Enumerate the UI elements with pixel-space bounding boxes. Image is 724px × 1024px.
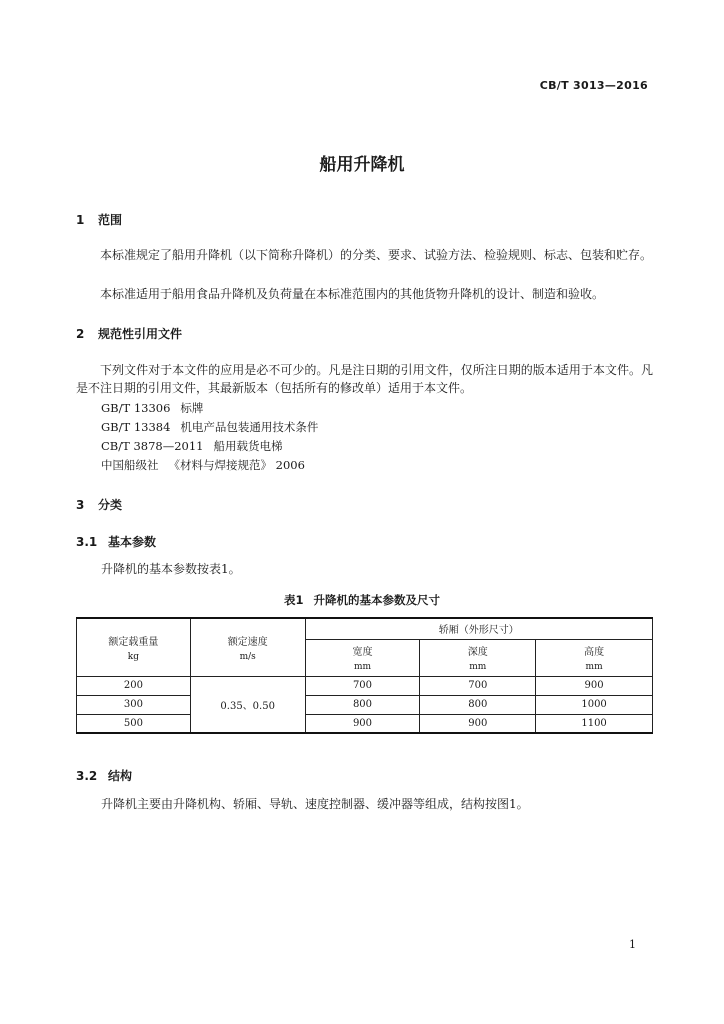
section-number: 3.2 xyxy=(76,769,98,783)
table-title: 升降机的基本参数及尺寸 xyxy=(313,593,440,607)
unit-label: mm xyxy=(353,662,372,672)
cell-height: 900 xyxy=(536,676,653,695)
section-number: 1 xyxy=(76,213,85,227)
section-1-heading xyxy=(76,211,122,228)
reference-name: 机电产品包装通用技术条件 xyxy=(180,420,319,434)
reference-name: 船用载货电梯 xyxy=(213,439,283,453)
cell-height: 1100 xyxy=(536,714,653,733)
section-title: 基本参数 xyxy=(108,535,157,549)
cell-depth: 900 xyxy=(420,714,536,733)
reference-code: CB/T 3878—2011 xyxy=(101,439,204,453)
unit-label: kg xyxy=(127,651,139,662)
header-rated-speed: 额定速度 m/s xyxy=(190,618,305,676)
scope-paragraph-2: 本标准适用于船用食品升降机及负荷量在本标准范围内的其他货物升降机的设计、制造和验收。 xyxy=(100,287,605,301)
cell-width: 800 xyxy=(305,695,420,714)
reference-code: GB/T 13306 xyxy=(101,401,171,415)
table-caption xyxy=(0,592,724,608)
cell-depth: 800 xyxy=(420,695,536,714)
normative-references-paragraph: 下列文件对于本文件的应用是必不可少的。凡是注日期的引用文件，仅所注日期的版本适用于本文件。凡是不注日期的引用文件，其最新版本（包括所有的修改单）适用于本文件。 xyxy=(76,363,653,395)
table-row xyxy=(77,695,653,714)
header-depth: 深度 mm xyxy=(420,639,536,676)
reference-item xyxy=(101,418,318,436)
section-2-heading xyxy=(76,325,182,342)
cell-load: 200 xyxy=(77,676,191,695)
reference-name: 《材料与焊接规范》 2006 xyxy=(168,458,305,472)
parameter-table xyxy=(76,617,653,734)
structure-paragraph: 升降机主要由升降机构、轿厢、导轨、速度控制器、缓冲器等组成，结构按图1。 xyxy=(101,797,529,811)
table-number: 表1 xyxy=(283,593,304,607)
section-number: 2 xyxy=(76,327,85,341)
unit-label: m/s xyxy=(239,651,256,662)
reference-item xyxy=(101,437,282,455)
cell-width: 700 xyxy=(305,676,420,695)
section-3-1-heading xyxy=(76,533,156,550)
section-3-2-heading xyxy=(76,767,132,784)
reference-code: GB/T 13384 xyxy=(101,420,171,434)
page-number: 1 xyxy=(629,938,636,951)
header-car-dimensions: 轿厢（外形尺寸） xyxy=(305,618,652,639)
section-title: 结构 xyxy=(108,769,133,783)
cell-load: 300 xyxy=(77,695,191,714)
unit-label: mm xyxy=(585,662,603,672)
table-reference-text: 升降机的基本参数按表1。 xyxy=(101,562,241,576)
reference-code: 中国船级社 xyxy=(101,458,159,472)
section-title: 分类 xyxy=(98,498,123,512)
header-rated-load: 额定载重量 kg xyxy=(77,618,191,676)
table-row xyxy=(77,676,653,695)
table-row xyxy=(77,714,653,733)
reference-item xyxy=(101,456,305,474)
section-number: 3.1 xyxy=(76,535,98,549)
scope-paragraph-1: 本标准规定了船用升降机（以下简称升降机）的分类、要求、试验方法、检验规则、标志、包装和贮存。 xyxy=(100,248,653,262)
header-height: 高度 mm xyxy=(536,639,653,676)
reference-item xyxy=(101,399,203,417)
section-3-heading xyxy=(76,496,122,513)
reference-name: 标牌 xyxy=(180,401,204,415)
cell-load: 500 xyxy=(77,714,191,733)
standard-code: CB/T 3013—2016 xyxy=(539,79,648,92)
section-number: 3 xyxy=(76,498,85,512)
unit-label: mm xyxy=(469,662,487,672)
header-width: 宽度 mm xyxy=(305,639,420,676)
section-title: 范围 xyxy=(98,213,123,227)
section-title: 规范性引用文件 xyxy=(98,327,183,341)
cell-depth: 700 xyxy=(420,676,536,695)
cell-height: 1000 xyxy=(536,695,653,714)
cell-speed: 0.35、0.50 xyxy=(190,676,305,733)
document-title: 船用升降机 xyxy=(319,155,405,175)
cell-width: 900 xyxy=(305,714,420,733)
